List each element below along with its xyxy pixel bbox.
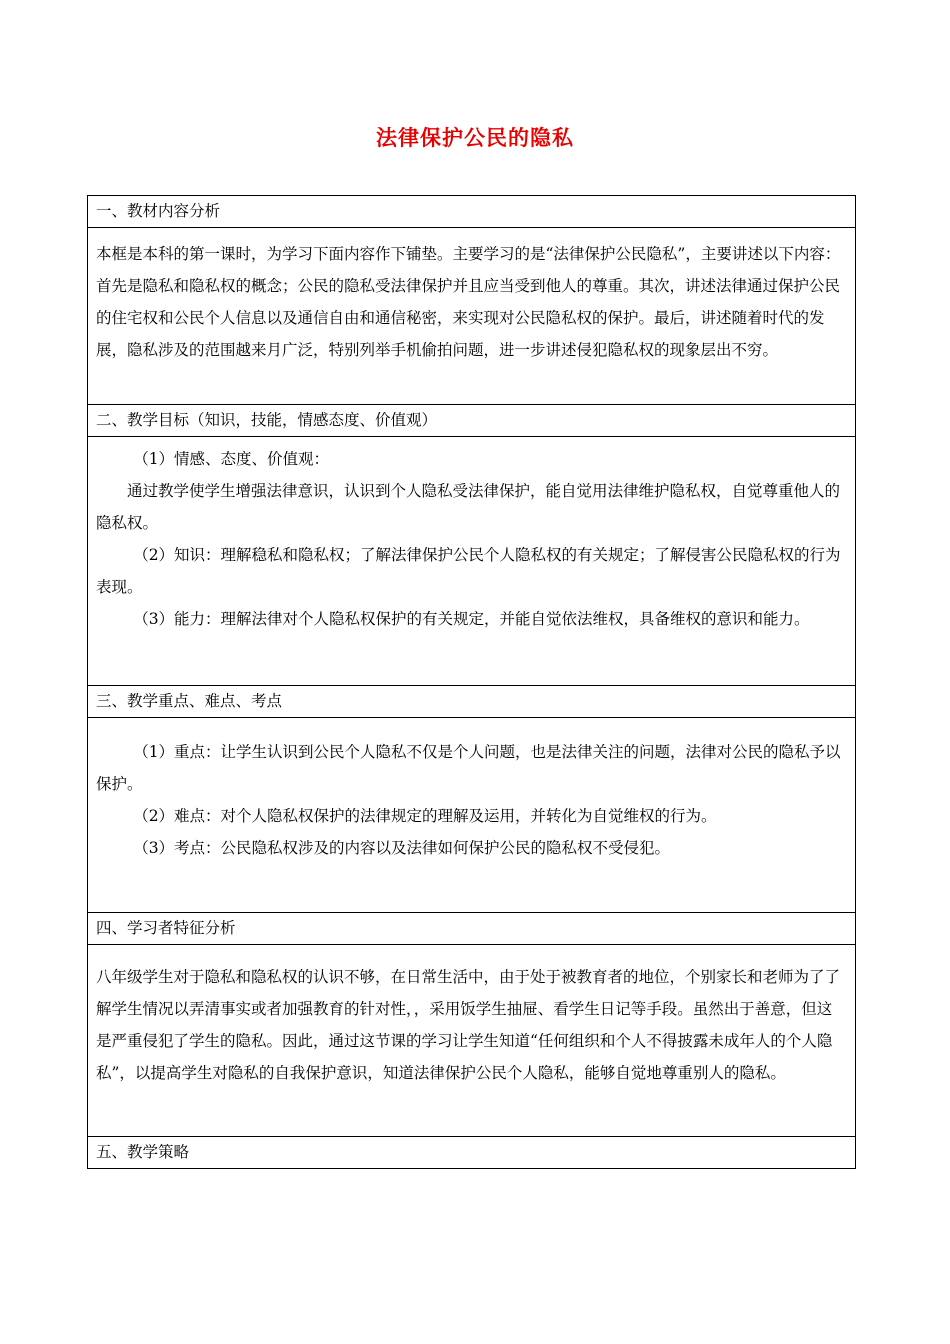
section-heading: 四、学习者特征分析 [88, 913, 856, 945]
section-body [88, 718, 856, 913]
section-1-heading-row [88, 196, 856, 228]
paragraph: （3）考点：公民隐私权涉及的内容以及法律如何保护公民的隐私权不受侵犯。 [133, 839, 671, 857]
section-body [88, 228, 856, 405]
paragraph: （1）重点：让学生认识到公民个人隐私不仅是个人问题，也是法律关注的问题，法律对公民的隐私予以保护。 [96, 743, 841, 793]
section-body [88, 945, 856, 1137]
paragraph: （2）难点：对个人隐私权保护的法律规定的理解及运用，并转化为自觉维权的行为。 [133, 807, 717, 825]
section-heading: 二、教学目标（知识，技能，情感态度、价值观） [88, 405, 856, 437]
lesson-plan-table [87, 195, 856, 1169]
section-2-heading-row [88, 405, 856, 437]
section-heading: 一、教材内容分析 [88, 196, 856, 228]
section-body [88, 437, 856, 686]
paragraph: 通过教学使学生增强法律意识，认识到个人隐私受法律保护，能自觉用法律维护隐私权，自觉尊重他人的隐私权。 [96, 482, 841, 532]
paragraph: （1）情感、态度、价值观： [133, 450, 330, 468]
section-4-heading-row [88, 913, 856, 945]
section-heading: 五、教学策略 [88, 1137, 856, 1169]
paragraph: （2）知识：理解稳私和隐私权；了解法律保护公民个人隐私权的有关规定；了解侵害公民隐私权的行为表现。 [96, 546, 841, 596]
section-4-body-row [88, 945, 856, 1137]
section-2-body-row [88, 437, 856, 686]
paragraph: 本框是本科的第一课时，为学习下面内容作下铺垫。主要学习的是“法律保护公民隐私”，主要讲述以下内容：首先是隐私和隐私权的概念；公民的隐私受法律保护并且应当受到他人的尊重。其次，讲述法律通过保护公民的住宅权和公民个人信息以及通信自由和通信秘密，来实现对公民隐私权的保护。最后，讲述随着时代的发展，隐私涉及的范围越来月广泛，特别列举手机偷拍问题，进一步讲述侵犯隐私权的现象层出不穷。 [96, 245, 841, 359]
document-title: 法律保护公民的隐私 [376, 126, 574, 150]
section-3-body-row [88, 718, 856, 913]
section-3-heading-row [88, 686, 856, 718]
paragraph: 八年级学生对于隐私和隐私权的认识不够，在日常生活中，由于处于被教育者的地位，个别家长和老师为了了解学生情况以弄清事实或者加强教育的针对性，，采用饭学生抽屉、看学生日记等手段。虽然出于善意，但这是严重侵犯了学生的隐私。因此，通过这节课的学习让学生知道“任何组织和个人不得披露未成年人的个人隐私”，以提高学生对隐私的自我保护意识，知道法律保护公民个人隐私，能够自觉地尊重别人的隐私。 [96, 968, 841, 1082]
section-5-heading-row [88, 1137, 856, 1169]
paragraph: （3）能力：理解法律对个人隐私权保护的有关规定，并能自觉依法维权，具备维权的意识和能力。 [133, 610, 810, 628]
section-1-body-row [88, 228, 856, 405]
section-heading: 三、教学重点、难点、考点 [88, 686, 856, 718]
